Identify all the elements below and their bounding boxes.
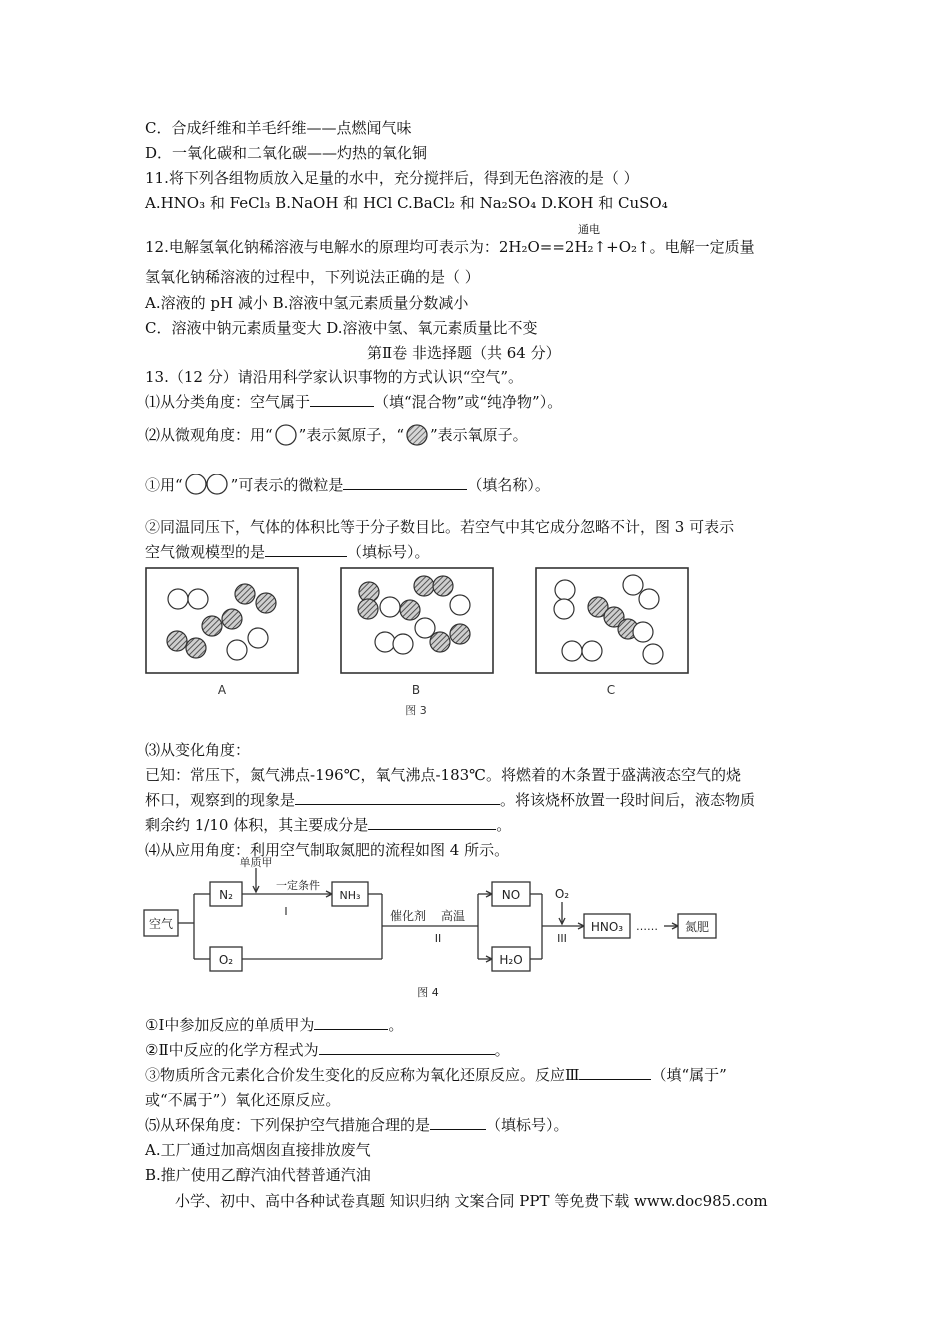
nitrogen-molecule-icon — [183, 474, 231, 498]
q13-part5-text-b: （填标号）。 — [486, 1116, 569, 1134]
q13-part4-2-text-b: 。 — [494, 1041, 510, 1059]
q13-part5-option-a: A.工厂通过加高烟囱直接排放废气 — [145, 1141, 371, 1159]
q12-options-ab: A.溶液的 pH 减小 B.溶液中氢元素质量分数减小 — [145, 294, 469, 312]
q13-part2-1-text-c: （填名称）。 — [467, 476, 550, 494]
label-b: B — [411, 683, 421, 697]
answer-blank[interactable] — [343, 475, 467, 490]
q13-part5 — [145, 1115, 569, 1135]
q13-part3-title: ⑶从变化角度： — [145, 741, 251, 759]
label-a: A — [217, 683, 227, 697]
answer-blank[interactable] — [295, 790, 500, 805]
q13-part1-text-a: ⑴从分类角度：空气属于 — [145, 393, 311, 411]
label-step-1: I — [284, 905, 288, 918]
q10-option-d: D．一氧化碳和二氧化碳——灼热的氧化铜 — [145, 144, 428, 162]
figure-4-caption: 图 4 — [417, 986, 439, 999]
section-title: 第Ⅱ卷 非选择题（共 64 分） — [367, 344, 561, 362]
label-fertilizer: 氮肥 — [684, 920, 710, 934]
label-step-2: II — [434, 932, 442, 945]
q13-part2-2-line1: ②同温同压下，气体的体积比等于分子数目比。若空气中其它成分忽略不计，图 3 可表示 — [145, 518, 735, 536]
label-step-3: III — [557, 932, 567, 945]
label-condition: 一定条件 — [276, 879, 320, 892]
q13-part3-text-b: 。将该烧杯放置一段时间后，液态物质 — [500, 791, 756, 809]
q13-part2 — [145, 424, 528, 448]
answer-blank[interactable] — [319, 1040, 495, 1055]
q12-stem-line2: 氢氧化钠稀溶液的过程中，下列说法正确的是（ ） — [145, 268, 480, 286]
q13-part2-2-line2 — [145, 542, 430, 562]
oxygen-atom-icon — [404, 424, 430, 448]
q13-part2-text-c: ”表示氧原子。 — [430, 426, 528, 444]
figure-3-caption: 图 3 — [405, 704, 427, 717]
answer-blank[interactable] — [579, 1065, 651, 1080]
q13-part3-line3 — [145, 815, 511, 835]
q13-part3-text-a: 杯口，观察到的现象是 — [145, 791, 296, 809]
q13-part2-1 — [145, 474, 550, 498]
page-footer: 小学、初中、高中各种试卷真题 知识归纳 文案合同 PPT 等免费下载 www.doc985.com — [175, 1192, 768, 1210]
q12-options-cd: C．溶液中钠元素质量变大 D.溶液中氢、氧元素质量比不变 — [145, 319, 538, 337]
answer-blank[interactable] — [368, 815, 496, 830]
q13-part4-1-text-b: 。 — [388, 1016, 404, 1034]
q13-part2-2-text-b: （填标号）。 — [347, 543, 430, 561]
label-air: 空气 — [148, 917, 174, 931]
q13-part5-text-a: ⑸从环保角度：下列保护空气措施合理的是 — [145, 1116, 431, 1134]
figure-3 — [140, 562, 700, 722]
figure-4-flowchart — [138, 856, 738, 1002]
q13-part2-text-b: ”表示氮原子，“ — [298, 426, 405, 444]
q13-part4-3-line2: 或“不属于”）氧化还原反应。 — [145, 1091, 341, 1109]
label-heat: 高温 — [440, 909, 466, 923]
answer-blank[interactable] — [314, 1015, 388, 1030]
q13-part4-3-text-b: （填“属于” — [651, 1066, 727, 1084]
answer-blank[interactable] — [265, 542, 347, 557]
answer-blank[interactable] — [310, 392, 374, 407]
label-dots: …… — [636, 920, 658, 933]
q13-part4-title: ⑷从应用角度：利用空气制取氮肥的流程如图 4 所示。 — [145, 841, 510, 859]
label-catalyst: 催化剂 — [389, 909, 427, 923]
q13-part5-option-b: B.推广使用乙醇汽油代替普通汽油 — [145, 1166, 371, 1184]
label-nh3: NH₃ — [339, 889, 361, 902]
label-hno3: HNO₃ — [590, 920, 624, 934]
q13-part3-line1: 已知：常压下，氮气沸点-196℃，氧气沸点-183℃。将燃着的木条置于盛满液态空气的烧 — [145, 766, 741, 784]
label-o2-box: O₂ — [218, 953, 234, 967]
q13-part2-1-text-a: ①用“ — [145, 476, 183, 494]
q13-part3-text-d: 。 — [496, 816, 512, 834]
label-o2-input: O₂ — [554, 887, 570, 901]
q13-part3-line2 — [145, 790, 755, 810]
q13-part2-2-text-a: 空气微观模型的是 — [145, 543, 266, 561]
q12-stem-line1: 12.电解氢氧化钠稀溶液与电解水的原理均可表示为：2H₂O==2H₂↑+O₂↑。电解一定质量 — [145, 238, 755, 256]
q13-part1-text-b: （填“混合物”或“纯净物”）。 — [374, 393, 563, 411]
q10-option-c: C．合成纤维和羊毛纤维——点燃闻气味 — [145, 119, 412, 137]
answer-blank[interactable] — [430, 1115, 486, 1130]
label-h2o: H₂O — [499, 953, 523, 967]
q13-part4-2 — [145, 1040, 510, 1060]
q11-stem: 11.将下列各组物质放入足量的水中，充分搅拌后，得到无色溶液的是（ ） — [145, 169, 639, 187]
label-reagent: 单质甲 — [239, 856, 273, 869]
q13-stem: 13.（12 分）请沿用科学家认识事物的方式认识“空气”。 — [145, 368, 524, 386]
label-c: C — [606, 683, 616, 697]
nitrogen-atom-icon — [273, 424, 299, 448]
q13-part3-text-c: 剩余约 1/10 体积，其主要成分是 — [145, 816, 369, 834]
label-n2: N₂ — [219, 888, 233, 902]
q13-part4-3 — [145, 1065, 727, 1085]
q13-part4-3-text-a: ③物质所含元素化合价发生变化的反应称为氧化还原反应。反应Ⅲ — [145, 1066, 580, 1084]
q11-options: A.HNO₃ 和 FeCl₃ B.NaOH 和 HCl C.BaCl₂ 和 Na₂SO₄ D.KOH 和 CuSO₄ — [145, 194, 668, 212]
q13-part4-1 — [145, 1015, 403, 1035]
q13-part2-text-a: ⑵从微观角度：用“ — [145, 426, 273, 444]
q13-part4-1-text-a: ①Ⅰ中参加反应的单质甲为 — [145, 1016, 315, 1034]
q13-part2-1-text-b: ”可表示的微粒是 — [230, 476, 344, 494]
electrolysis-condition: 通电 — [578, 223, 600, 236]
label-no: NO — [501, 888, 521, 902]
q13-part4-2-text-a: ②Ⅱ中反应的化学方程式为 — [145, 1041, 319, 1059]
q13-part1 — [145, 392, 562, 412]
